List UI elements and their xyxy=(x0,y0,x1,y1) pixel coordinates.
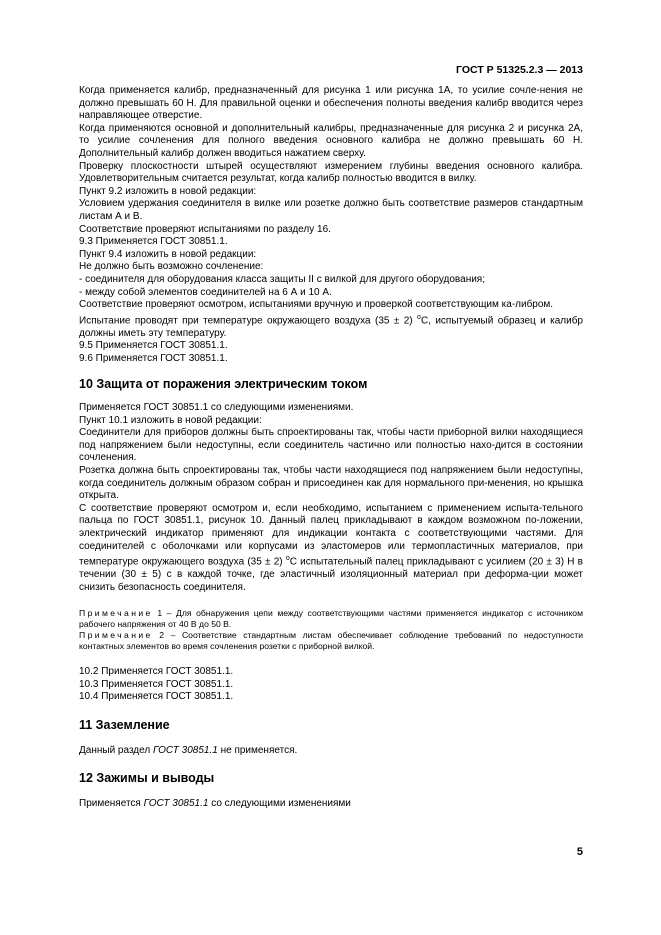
paragraph: Пункт 9.2 изложить в новой редакции: xyxy=(79,185,257,197)
list-item: - между собой элементов соединителей на 6 А и 10 А. xyxy=(79,286,332,298)
paragraph: 9.3 Применяется ГОСТ 30851.1. xyxy=(79,236,228,248)
text: Данный раздел xyxy=(79,744,153,756)
note-text: 1 – Для обнаружения цепи между соответствующими частями применяется индикатор с источником рабочего напряжения от 40 В до 50 В. xyxy=(79,608,583,630)
degree-sign: o xyxy=(417,313,421,321)
text: Применяется xyxy=(79,797,144,809)
temperature-paragraph xyxy=(79,312,583,341)
note-text: 2 – Соответствие стандартным листам обеспечивает соблюдение требований по недоступности контактных элементов во время сочленения розетки с приборной вилкой. xyxy=(79,630,583,652)
section-11-heading: 11 Заземление xyxy=(79,718,170,732)
standard-reference: ГОСТ 30851.1 xyxy=(143,797,209,809)
text: со следующими изменениями xyxy=(208,797,351,809)
paragraph: 9.6 Применяется ГОСТ 30851.1. xyxy=(79,352,228,364)
section-10-heading: 10 Защита от поражения электрическим током xyxy=(79,377,368,392)
paragraph: Когда применяются основной и дополнительный калибры, предназначенные для рисунка 2 и рисунка 2А, то усилие сочленения для полного введения основного калибра не должно превышать 60 Н. Дополнительный калибр должен вводиться нажатием сверху. xyxy=(79,122,583,159)
document-header: ГОСТ Р 51325.2.3 — 2013 xyxy=(456,64,583,76)
test-finger-paragraph xyxy=(79,503,583,594)
paragraph: Применяется ГОСТ 30851.1 со следующими изменениями. xyxy=(79,401,354,413)
degree-sign: o xyxy=(285,555,290,563)
list-item: 10.4 Применяется ГОСТ 30851.1. xyxy=(79,691,234,703)
note-1 xyxy=(79,608,583,630)
paragraph: Не должно быть возможно сочленение: xyxy=(79,261,264,273)
note-label: Примечание xyxy=(79,630,153,641)
list-item: 10.2 Применяется ГОСТ 30851.1. xyxy=(79,666,234,678)
section-12-text xyxy=(79,798,583,811)
section-12-heading: 12 Зажимы и выводы xyxy=(79,771,215,786)
p5-text-after: С испытательный палец прикладывают с усилием (20 ± 3) Н в течении (30 ± 5) с в каждой точке, где эластичный изоляционный материал при деформа-ции может снизить безопасность соединителя. xyxy=(79,556,583,593)
note-label: Примечание xyxy=(79,608,153,619)
temp-text-before: Испытание проводят при температуре окружающего воздуха (35 ± 2) xyxy=(79,315,418,327)
paragraph: Пункт 9.4 изложить в новой редакции: xyxy=(79,248,257,260)
paragraph: Пункт 10.1 изложить в новой редакции: xyxy=(79,414,262,426)
note-2 xyxy=(79,630,583,652)
page-content xyxy=(79,85,583,810)
list-item: - соединителя для оборудования класса защиты II с вилкой для другого оборудования; xyxy=(79,273,485,285)
list-item: 10.3 Применяется ГОСТ 30851.1. xyxy=(79,678,234,690)
text: не применяется. xyxy=(217,744,298,756)
standard-reference: ГОСТ 30851.1 xyxy=(152,744,218,756)
paragraph: Соответствие проверяют осмотром, испытаниями вручную и проверкой соответствующим ка-либром. xyxy=(79,299,554,311)
section-11-text xyxy=(79,745,583,758)
p5-text-before: С соответствие проверяют осмотром и, если необходимо, испытанием с применением испыта-тельного пальца по ГОСТ 30851.1, рисунок 10. Данный палец прикладывают в каждом возможном по-ложении, электрический индикатор применяют для индикации контакта с соответствующими частями. Для соединителей с оболочками или корпусами из эластомеров или термопластичных материалов, при температуре окружающего воздуха (35 ± 2) xyxy=(79,502,583,568)
paragraph: Когда применяется калибр, предназначенный для рисунка 1 или рисунка 1А, то усилие сочле-нения не должно превышать 60 Н. Для правильной оценки и обеспечения полноты введения калибр вводится через направляющее отверстие. xyxy=(79,85,583,122)
page-number: 5 xyxy=(576,846,583,858)
paragraph: Розетка должна быть спроектированы так, чтобы части находящиеся под напряжением были недоступны, когда соединитель должным образом собран и присоединен как для нормального при-менения, но крышка открыта. xyxy=(79,464,583,502)
temp-text-after: С, испытуемый образец и калибр должны иметь эту температуру. xyxy=(79,315,583,339)
paragraph: 9.5 Применяется ГОСТ 30851.1. xyxy=(79,340,228,352)
paragraph: Соответствие проверяют испытаниями по разделу 16. xyxy=(79,223,331,235)
paragraph: Условием удержания соединителя в вилке или розетке должно быть соответствие размеров стандартным листам А и В. xyxy=(79,198,583,222)
paragraph: Проверку плоскостности штырей осуществляют измерением глубины введения основного калибра. Удовлетворительным считается результат, когда калибр полностью вводится в вилку. xyxy=(79,160,583,185)
paragraph: Соединители для приборов должны быть спроектированы так, чтобы части приборной вилки находящиеся под напряжением были недоступны, если соединитель частично или полностью нахо-дится в состоянии сочленения. xyxy=(79,427,583,464)
